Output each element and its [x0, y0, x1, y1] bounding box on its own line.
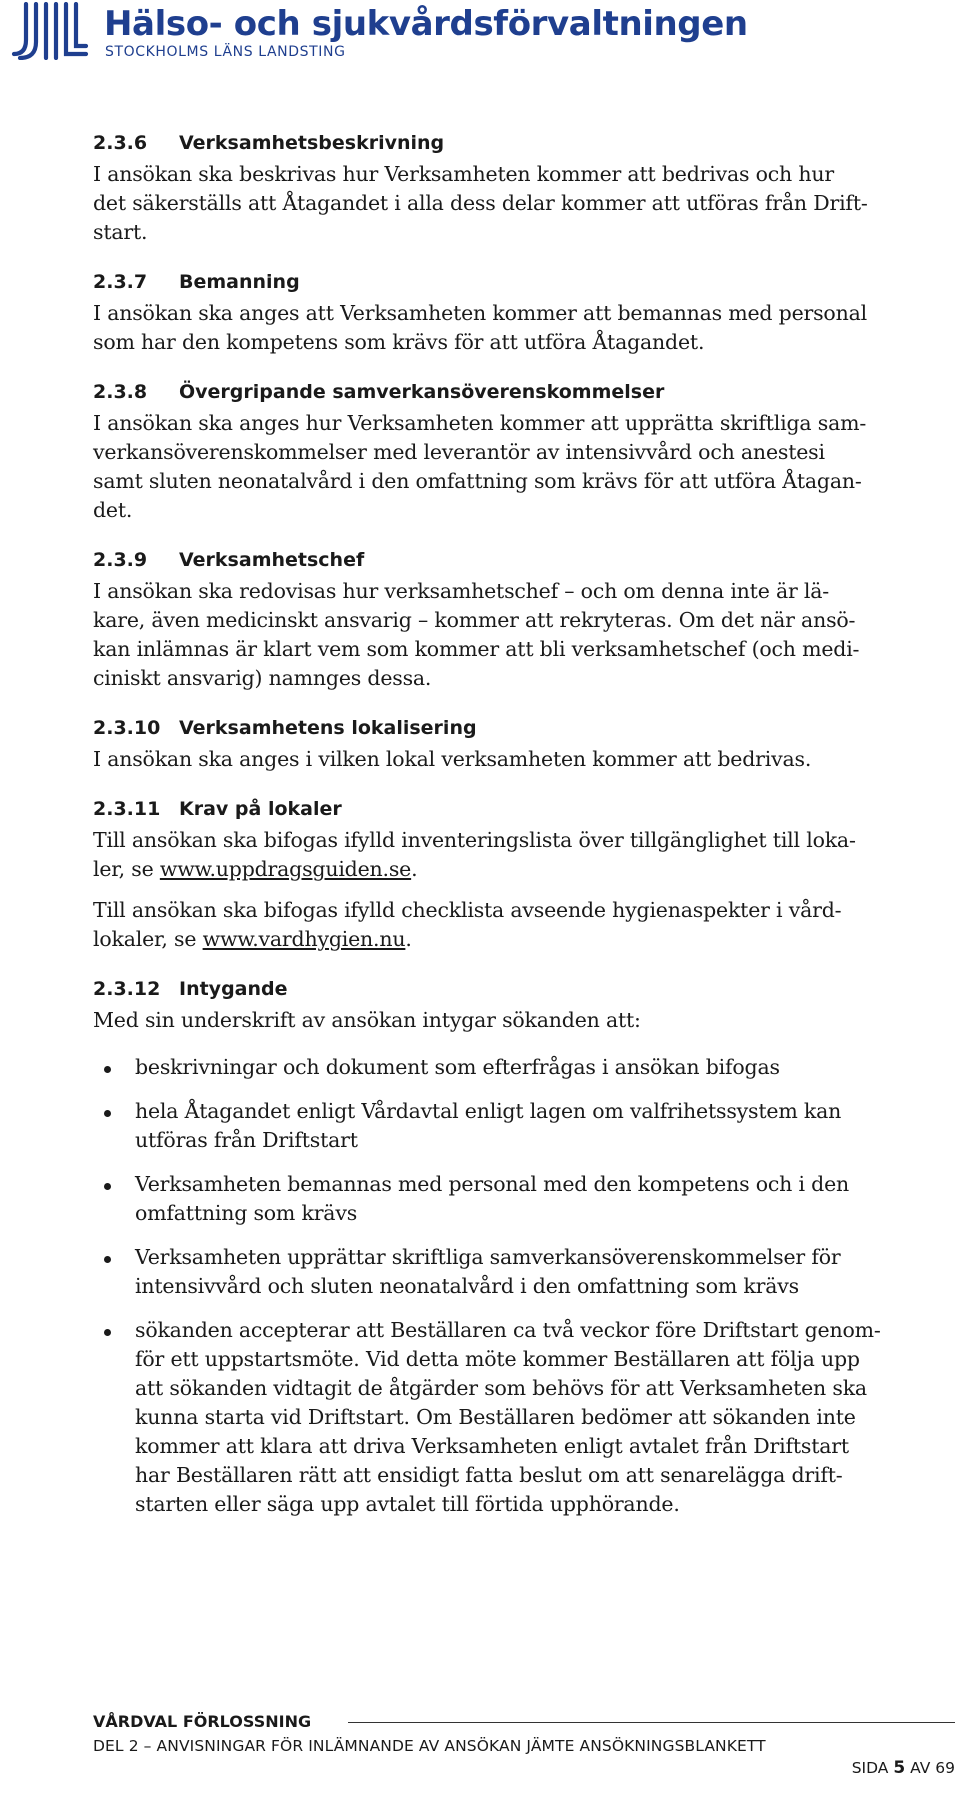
list-item-text: Verksamheten upprättar skriftliga samverkansöverenskommelser för intensivvård och sluten neonatalvård i den omfattning som krävs [135, 1245, 841, 1298]
section-2-3-10 [93, 715, 953, 774]
section-number: 2.3.9 [93, 549, 148, 571]
vardhygien-link[interactable]: www.vardhygien.nu [202, 927, 406, 951]
section-heading [93, 379, 953, 405]
list-item-text: sökanden accepterar att Beställaren ca två veckor före Driftstart genom- för ett uppstartsmöte. Vid detta möte kommer Beställaren att följa upp att sökanden vidtagit de åtgärder som behövs för att Verksamheten ska kunna starta vid Driftstart. Om Beställaren bedömer att sökanden inte kommer att klara att driva Verksamheten enligt avtalet från Driftstart har Beställaren rätt att ensidigt fatta beslut om att senarelägga drift- starten eller säga upp avtalet till förtida upphörande. [135, 1318, 881, 1516]
section-2-3-11 [93, 796, 953, 954]
page-current: 5 [893, 1758, 906, 1778]
sll-logo-icon [10, 2, 90, 60]
list-item [93, 1243, 953, 1301]
footer-title: VÅRDVAL FÖRLOSSNING [93, 1712, 312, 1731]
list-item [93, 1316, 953, 1519]
section-heading [93, 976, 953, 1002]
list-item-text: Verksamheten bemannas med personal med den kompetens och i den omfattning som krävs [135, 1172, 850, 1225]
section-heading [93, 547, 953, 573]
document-body [93, 130, 953, 1541]
uppdragsguiden-link[interactable]: www.uppdragsguiden.se [159, 857, 412, 881]
section-number: 2.3.7 [93, 271, 148, 293]
section-paragraph: I ansökan ska anges i vilken lokal verksamheten kommer att bedrivas. [93, 747, 812, 771]
section-intro: Med sin underskrift av ansökan intygar sökanden att: [93, 1008, 641, 1032]
section-number: 2.3.11 [93, 798, 161, 820]
section-paragraph: I ansökan ska anges hur Verksamheten kommer att upprätta skriftliga sam- verkansöverenskommelser med leverantör av intensivvård och anestesi samt sluten neonatalvård i den omfattning som krävs för att utföra Åtagan- det. [93, 411, 867, 522]
page-footer [93, 1712, 955, 1778]
section-title: Verksamhetschef [179, 549, 365, 571]
section-paragraph: I ansökan ska beskrivas hur Verksamheten kommer att bedrivas och hur det säkerställs att Åtagandet i alla dess delar kommer att utföras från Drift- start. [93, 162, 868, 244]
paragraph-end: . [411, 857, 418, 881]
section-2-3-12 [93, 976, 953, 1519]
section-number: 2.3.10 [93, 717, 161, 739]
section-title: Krav på lokaler [179, 798, 342, 820]
page-total: AV 69 [910, 1759, 955, 1777]
section-heading [93, 130, 953, 156]
section-2-3-8 [93, 379, 953, 525]
list-item-text: hela Åtagandet enligt Vårdavtal enligt lagen om valfrihetssystem kan utföras från Driftstart [135, 1099, 842, 1152]
section-title: Verksamhetens lokalisering [179, 717, 477, 739]
section-heading [93, 269, 953, 295]
paragraph-text: Till ansökan ska bifogas ifylld checklista avseende hygienaspekter i vård- lokaler, se [93, 898, 842, 951]
paragraph-text: Till ansökan ska bifogas ifylld inventeringslista över tillgänglighet till loka- ler, se [93, 828, 856, 881]
section-number: 2.3.12 [93, 978, 161, 1000]
footer-subtitle: DEL 2 – ANVISNINGAR FÖR INLÄMNANDE AV ANSÖKAN JÄMTE ANSÖKNINGSBLANKETT [93, 1737, 766, 1755]
section-2-3-7 [93, 269, 953, 357]
bullet-icon [104, 1066, 111, 1073]
list-item-text: beskrivningar och dokument som efterfrågas i ansökan bifogas [135, 1055, 780, 1079]
section-heading [93, 796, 953, 822]
org-subtitle: STOCKHOLMS LÄNS LANDSTING [105, 44, 346, 60]
section-paragraph [93, 896, 953, 954]
section-2-3-6 [93, 130, 953, 247]
section-2-3-9 [93, 547, 953, 693]
paragraph-end: . [405, 927, 412, 951]
bullet-icon [104, 1256, 111, 1263]
section-paragraph [93, 826, 953, 884]
section-number: 2.3.8 [93, 381, 148, 403]
list-item [93, 1097, 953, 1155]
org-name: Hälso- och sjukvårdsförvaltningen [104, 4, 748, 44]
section-heading [93, 715, 953, 741]
section-number: 2.3.6 [93, 132, 148, 154]
bullet-icon [104, 1183, 111, 1190]
section-paragraph: I ansökan ska redovisas hur verksamhetschef – och om denna inte är lä- kare, även medicinskt ansvarig – kommer att rekryteras. Om det när ansö- kan inlämnas är klart vem som kommer att bli verksamhetschef (och medi- ciniskt ansvarig) namnges dessa. [93, 579, 860, 690]
attestation-list [93, 1053, 953, 1519]
page-prefix: SIDA [851, 1759, 889, 1777]
bullet-icon [104, 1110, 111, 1117]
section-paragraph: I ansökan ska anges att Verksamheten kommer att bemannas med personal som har den kompetens som krävs för att utföra Åtagandet. [93, 301, 867, 354]
section-title: Övergripande samverkansöverenskommelser [179, 381, 665, 403]
page-header [10, 0, 748, 64]
bullet-icon [104, 1329, 111, 1336]
list-item [93, 1170, 953, 1228]
section-title: Verksamhetsbeskrivning [179, 132, 445, 154]
section-title: Bemanning [179, 271, 300, 293]
footer-divider [348, 1722, 955, 1723]
list-item [93, 1053, 953, 1082]
page-number [852, 1758, 955, 1778]
section-title: Intygande [179, 978, 288, 1000]
